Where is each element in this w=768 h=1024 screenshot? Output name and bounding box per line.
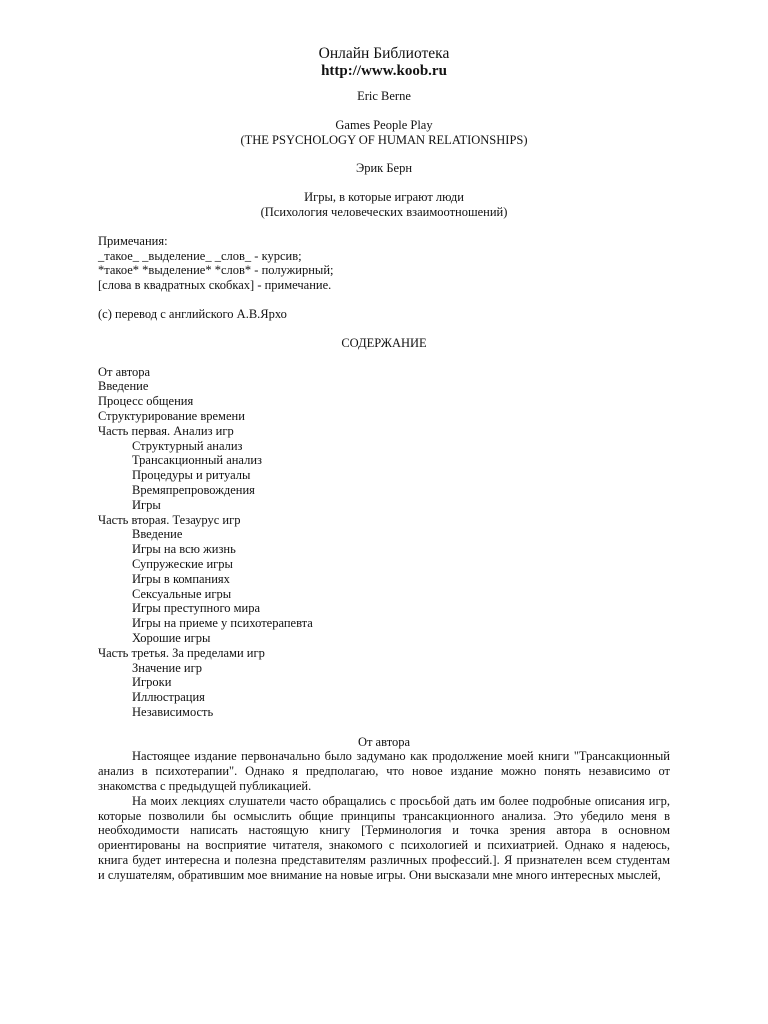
toc-subitem[interactable]: Введение	[132, 527, 183, 542]
book-subtitle-ru: (Психология человеческих взаимоотношений)	[260, 204, 508, 219]
toc-subitem[interactable]: Супружеские игры	[132, 556, 233, 571]
toc-subitem[interactable]: Независимость	[132, 704, 214, 719]
paragraph-line: знакомства с предыдущей публикацией.	[98, 779, 312, 794]
paragraph-line: книга будет интересна и полезна представителям различных профессий.]. Я признателен всем студентам	[98, 853, 670, 868]
book-title-ru: Игры, в которые играют люди	[304, 190, 464, 205]
toc-subitem[interactable]: Игры преступного мира	[132, 601, 261, 616]
paragraph-line: и слушателям, обратившим мое внимание на новые игры. Они высказали мне много интересных мыслей,	[98, 867, 661, 882]
toc-item[interactable]: Часть третья. За пределами игр	[98, 645, 265, 660]
book-title-en: Games People Play	[335, 117, 433, 132]
toc-subitem[interactable]: Иллюстрация	[132, 690, 205, 705]
foreword-text	[98, 749, 670, 882]
notes-line: _такое_ _выделение_ _слов_ - курсив;	[98, 248, 302, 263]
paragraph-line: которые позволили бы осмыслить общие принципы трансакционного анализа. Это убедило меня в	[98, 808, 670, 823]
toc-subitem[interactable]: Игры на приеме у психотерапевта	[132, 616, 313, 631]
toc-subitem[interactable]: Игроки	[132, 675, 172, 690]
paragraph-line: ориентированы на восприятие читателя, знакомого с психологией и психиатрией. Однако я надеюсь,	[98, 838, 670, 853]
toc-item[interactable]: Часть первая. Анализ игр	[98, 423, 234, 438]
toc-subitem[interactable]: Игры в компаниях	[132, 571, 230, 586]
toc-item[interactable]: Структурирование времени	[98, 408, 245, 423]
notes-line: *такое* *выделение* *слов* - полужирный;	[98, 263, 334, 278]
foreword-heading: От автора	[357, 734, 411, 749]
toc-subitem[interactable]: Значение игр	[132, 660, 202, 675]
paragraph-line: необходимости написать настоящую книгу [Терминология и точка зрения автора в основном	[98, 823, 670, 838]
toc-subitem[interactable]: Игры на всю жизнь	[132, 542, 236, 557]
notes-block	[98, 234, 670, 293]
book-subtitle-en: (THE PSYCHOLOGY OF HUMAN RELATIONSHIPS)	[240, 132, 528, 147]
notes-line: [слова в квадратных скобках] - примечание.	[98, 278, 332, 293]
paragraph-line: Настоящее издание первоначально было задумано как продолжение моей книги "Трансакционный	[132, 749, 670, 764]
paragraph-line: На моих лекциях слушатели часто обращались с просьбой дать им более подробные описания игр,	[132, 793, 670, 808]
notes-heading: Примечания:	[98, 233, 168, 248]
toc-subitem[interactable]: Сексуальные игры	[132, 586, 232, 601]
toc-subitem[interactable]: Времяпрепровождения	[132, 482, 255, 497]
toc-item[interactable]: Часть вторая. Тезаурус игр	[98, 512, 241, 527]
toc-subitem[interactable]: Хорошие игры	[132, 630, 211, 645]
library-url[interactable]: http://www.koob.ru	[321, 63, 447, 79]
toc-subitem[interactable]: Структурный анализ	[132, 438, 243, 453]
toc-item[interactable]: От автора	[98, 364, 151, 379]
toc-subitem[interactable]: Трансакционный анализ	[132, 453, 262, 468]
toc-item[interactable]: Процесс общения	[98, 394, 194, 409]
contents-heading: СОДЕРЖАНИЕ	[341, 335, 427, 350]
document-page	[98, 44, 670, 883]
table-of-contents	[98, 365, 670, 720]
toc-subitem[interactable]: Процедуры и ритуалы	[132, 468, 251, 483]
author-en: Eric Berne	[357, 89, 411, 103]
toc-subitem[interactable]: Игры	[132, 497, 161, 512]
library-name: Онлайн Библиотека	[318, 45, 450, 62]
author-ru: Эрик Берн	[355, 161, 413, 176]
toc-item[interactable]: Введение	[98, 379, 149, 394]
paragraph-line: анализ в психотерапии". Однако я предполагаю, что новое издание можно понять независимо от	[98, 764, 670, 779]
translation-credit: (с) перевод с английского А.В.Ярхо	[98, 306, 287, 321]
